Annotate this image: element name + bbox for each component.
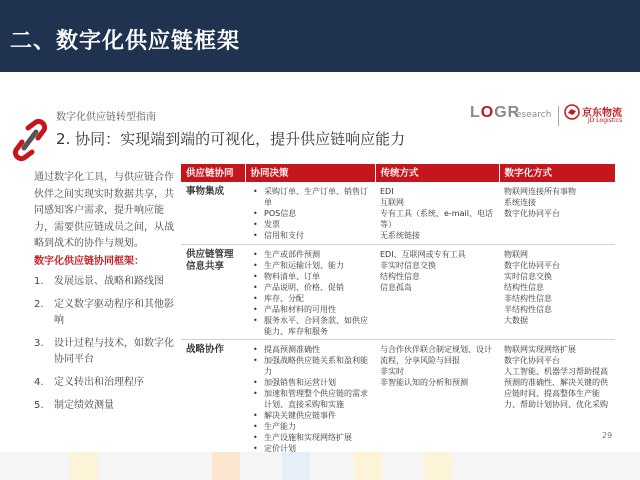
jd-logistics-en: JD Logistics — [588, 117, 623, 124]
framework-steps — [34, 274, 174, 414]
framework-step: 2. 定义数字驱动程序和其他影响 — [34, 299, 174, 326]
framework-step: 3. 设计过程与技术，如数字化协同平台 — [34, 338, 174, 365]
col-header: 协同决策 — [245, 164, 375, 182]
col-header: 传统方式 — [375, 164, 499, 182]
framework-title: 数字化供应链协同框架： — [34, 255, 144, 267]
decisions-cell: • 生产或部件预测 • 生产和运输计划、能力 • 物料清单、订单 • 产品说明、价格、促销 • 库存、分配 • 产品和材料的可用性 • 服务水平、合同条款、如供应能力、库存和服务 — [245, 244, 375, 339]
digital-cell: 物联网 数字化协同平台 实时信息交换 结构性信息 非结构性信息 半结构性信息 大数据 — [499, 244, 615, 339]
table-row — [181, 182, 615, 244]
logo-divider — [558, 106, 559, 126]
decisions-cell: • 采购订单、生产订单、销售订单 • POS信息 • 发票 • 信用和支付 — [245, 182, 375, 244]
row-category: 事物集成 — [181, 182, 245, 244]
framework-step: 4. 定义转出和治理程序 — [34, 377, 144, 388]
footer-square — [70, 452, 98, 480]
row-category: 供应链管理信息共享 — [181, 244, 245, 339]
table-row — [181, 244, 615, 339]
footer-square — [354, 452, 382, 480]
partner-logos — [470, 102, 630, 132]
jd-logistics-logo: 京东物流 — [582, 108, 622, 119]
traditional-cell: 与合作伙伴联合制定规划、设计流程，分享风险与回报 非实时 非智能认知的分析和预测 — [375, 339, 499, 456]
row-category: 战略协作 — [181, 339, 245, 456]
col-header: 供应链协同 — [181, 164, 245, 182]
guide-subtitle: 数字化供应链转型指南 — [56, 112, 156, 123]
intro-paragraph: 通过数字化工具，与供应链合作伙伴之间实现实时数据共享，共同感知客户需求，提升响应能力，需要供应链成员之间，从战略到战术的协作与规划。 — [34, 172, 174, 249]
digital-cell: 物联网实现网络扩展 数字化协同平台 人工智能、机器学习帮助提高预测的准确性、解决关键的供应链时间、提高整体生产能力、帮助计划协同、优化采购 — [499, 339, 615, 456]
col-header: 数字化方式 — [499, 164, 615, 182]
page-number: 29 — [602, 431, 613, 440]
table-header-row — [181, 164, 615, 182]
header-bar — [0, 0, 640, 72]
left-description — [34, 170, 174, 421]
digital-cell: 物联网连接所有事物 系统连接 数字化协同平台 — [499, 182, 615, 244]
chain-link-icon — [10, 118, 50, 162]
footer-square — [424, 452, 452, 480]
logr-logo: LOGR — [470, 104, 521, 121]
table-row — [181, 339, 615, 456]
section-heading: 2. 协同：实现端到端的可视化，提升供应链响应能力 — [56, 130, 406, 148]
framework-step: 5. 制定绩效测量 — [34, 400, 114, 411]
page-title: 二、数字化供应链框架 — [10, 29, 241, 54]
jd-dog-icon — [564, 104, 580, 120]
framework-step: 1. 发展远景、战略和路线图 — [34, 276, 164, 287]
footer-square — [212, 452, 240, 480]
decisions-cell: • 提高预测准确性 • 加强战略供应链关系和盈利能力 • 加强销售和运营计划 • 加速和管理整个供应链的需求计划、直接采购和实施 • 解决关键供应链事件 • 生产能力 • 生产设施和实现网络扩展 • 定价计划 — [245, 339, 375, 456]
traditional-cell: EDI、互联网或专有工具 非实时信息交换 结构性信息 信息孤岛 — [375, 244, 499, 339]
traditional-cell: EDI 互联网 专有工具（系统、e-mail、电话等） 无系统链接 — [375, 182, 499, 244]
logr-research-text: esearch — [516, 110, 552, 120]
footer-square — [282, 452, 310, 480]
